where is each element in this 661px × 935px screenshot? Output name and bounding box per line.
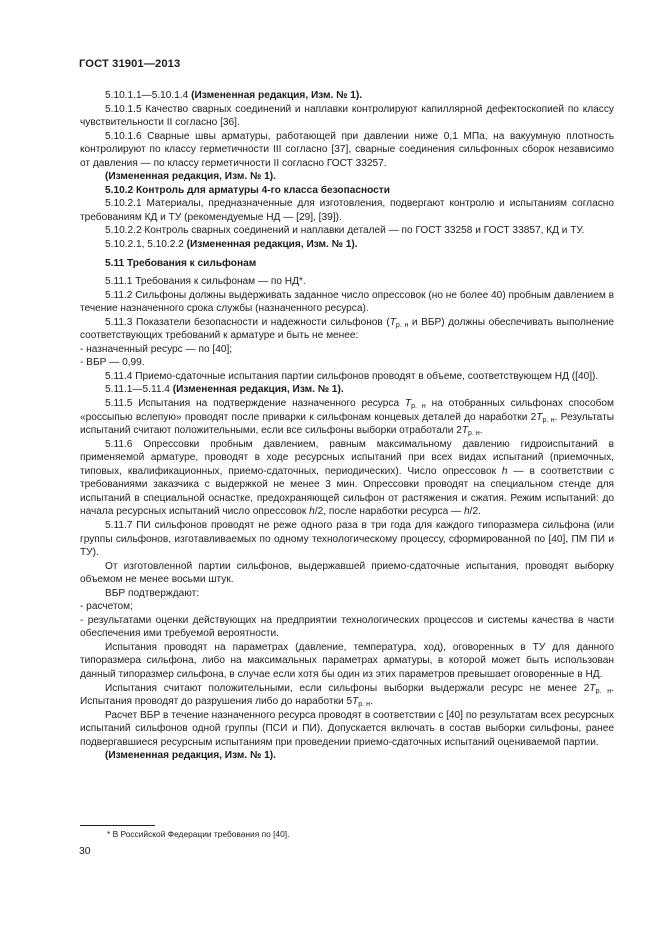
symbol: T [404,398,412,410]
footnote-separator [80,825,155,826]
text-run: 5.11.1 Требования к сильфонам — по НД*. [105,276,306,288]
paragraph [80,257,614,271]
paragraph [80,614,614,641]
text-run: . [369,696,373,708]
text-run: 5.10.1.1—5.10.1.4 [105,90,192,101]
text-run: 5.10.1.6 Сварные швы арматуры, работающей при давлении ниже 0,1 МПа, на вакуумную плотность контролируют по классу герметичности III согласно [37], сварные соединения сильфонных сборок независимо от давления — по классу герметичности II согласно ГОСТ 33257. [80,130,614,169]
text-run: 5.11.4 Приемо-сдаточные испытания партии сильфонов проводят в объеме, соответствующем НД ([40]). [105,370,599,382]
text-run: /2. [469,506,481,518]
text-run: /2, после наработки ресурса — [314,506,464,518]
document-header: ГОСТ 31901—2013 [79,58,181,70]
paragraph [80,289,614,316]
paragraph [80,397,614,438]
document-body [80,89,614,763]
subscript: р. н [595,687,612,695]
subscript: р. н [411,403,426,411]
subscript: р. н [395,321,409,329]
paragraph [80,316,614,343]
text-run: 5.11 Требования к сильфонам [105,257,257,269]
paragraph [80,238,614,252]
text-run: Испытания проводят на параметрах (давление, температура, ход), оговоренных в ТУ для данного типоразмера сильфона, либо на максимальных параметрах арматуры, в которой может быть использован данный типоразмер сильфона, в случае если хотя бы один из этих параметров превышает оговоренные в НД. [80,641,614,680]
text-run: (Измененная редакция, Изм. № 1). [105,750,276,762]
symbol: T [352,696,359,708]
paragraph [80,343,614,357]
symbol: T [589,682,596,694]
paragraph [80,103,614,130]
text-run: Испытания считают положительными, если сильфоны выборки выдержали ресурс не менее 2 [105,682,590,694]
paragraph [80,641,614,682]
symbol: T [536,411,543,423]
text-run: ВБР подтверждают: [105,587,200,599]
text-run: От изготовленной партии сильфонов, выдержавшей приемо-сдаточные испытания, проводят выборку объемом не менее восьми штук. [80,560,614,586]
text-run: 5.10.2.1, 5.10.2.2 [105,239,187,251]
text-run: - расчетом; [80,601,133,613]
paragraph [80,275,614,289]
text-run: — в соответствии с требованиями заказчика с выдержкой не менее 3 мин. Опрессовки проводят на специальном стенде для испытаний в специальной оснастке, предохраняющей сильфон от растяжения и сжатия. Режим испытаний: до начала ресурсных испытаний число опрессовок [80,465,614,518]
paragraph [80,519,614,560]
text-run: 5.10.1.5 Качество сварных соединений и наплавки контролируют капиллярной дефектоскопией по классу чувствительности II согласно [36]. [80,103,614,129]
paragraph [80,170,614,184]
text-run: 5.11.3 Показатели безопасности и надежности сильфонов ( [105,316,390,328]
text-run: Расчет ВБР в течение назначенного ресурса проводят в соответствии с [40] по результатам всех ресурсных испытаний сильфонов одной группы (ПСИ и ПИ). Допускается включать в состав выборки сильфоны, ранее подвергавшиеся ресурсным испытаниям при проведении приемо-сдаточных испытаний оцениваемой партии. [80,709,614,748]
paragraph [80,184,614,198]
paragraph [80,89,614,103]
text-run: . Результаты испытаний считают положительными, если все сильфоны выборки отработали 2 [80,411,615,437]
text-run: - ВБР — 0,99. [80,357,145,369]
page-number: 30 [79,846,91,857]
text-run: (Измененная редакция, Изм. № 1). [191,90,363,101]
paragraph [80,224,614,238]
paragraph [80,600,614,614]
paragraph [80,383,614,397]
text-run: и ВБР) должны обеспечивать выполнение соответствующих требований к арматуре и быть не менее: [80,316,614,342]
footnote: * В Российской Федерации требования по [40]. [107,829,290,839]
paragraph [80,438,614,519]
text-run: (Измененная редакция, Изм. № 1). [105,171,276,183]
text-run: . Испытания проводят до разрушения либо до наработки 5 [80,682,614,708]
text-run: 5.11.2 Сильфоны должны выдерживать заданное число опрессовок (но не более 40) пробным давлением в течение назначенного срока службы (назначенного ресурса). [80,289,614,315]
subscript: р. н [542,416,555,424]
symbol: h [501,465,508,477]
symbol: T [389,316,396,328]
subscript: р. н [468,430,480,438]
text-run: 5.10.2.2 Контроль сварных соединений и наплавки деталей — по ГОСТ 33258 и ГОСТ 33857, КД и ТУ. [105,225,585,237]
text-run: 5.11.7 ПИ сильфонов проводят не реже одного раза в три года для каждого типоразмера сильфона (или группы сильфонов, изготавливаемых по одному технологическому процессу, сформированной по [40], ПМ ПИ и ТУ). [80,519,614,559]
symbol: T [461,425,469,437]
symbol: h [464,506,470,518]
text-run: . [479,425,483,437]
text-run: 5.10.2 Контроль для арматуры 4-го класса безопасности [105,184,390,196]
paragraph [80,197,614,224]
text-run: - результатами оценки действующих на предприятии технологических процессов и системы качества в части обеспечения ими требуемой вероятности. [80,614,614,640]
text-run: 5.11.5 Испытания на подтверждение назначенного ресурса [105,398,405,410]
subscript: р. н [358,701,370,709]
paragraph [80,587,614,601]
symbol: h [309,506,315,518]
paragraph [80,560,614,587]
text-run: на отобранных сильфонах способом «россыпью вслепую» проводят после приварки к сильфонам концевых деталей до наработки 2 [80,398,614,423]
paragraph [80,130,614,171]
text-run: 5.11.1—5.11.4 [105,384,173,396]
paragraph [80,356,614,370]
text-run: (Измененная редакция, Изм. № 1). [186,239,358,251]
text-run: 5.11.6 Опрессовки пробным давлением, равным максимальному давлению гидроиспытаний в применяемой арматуре, проводят в ходе ресурсных испытаний при всех видах испытаний (приемочных, типовых, квалификационных, приемо-сдаточных, периодических). Число опрессовок [80,438,614,477]
paragraph [80,370,614,384]
paragraph [80,749,614,763]
paragraph [80,709,614,750]
text-run: - назначенный ресурс — по [40]; [80,343,233,355]
text-run: (Измененная редакция, Изм. № 1). [172,384,344,396]
text-run: 5.10.2.1 Материалы, предназначенные для изготовления, подвергают контролю и испытаниям согласно требованиям КД и ТУ (рекомендуемые НД — [29], [39]). [80,198,614,223]
paragraph [80,682,614,709]
